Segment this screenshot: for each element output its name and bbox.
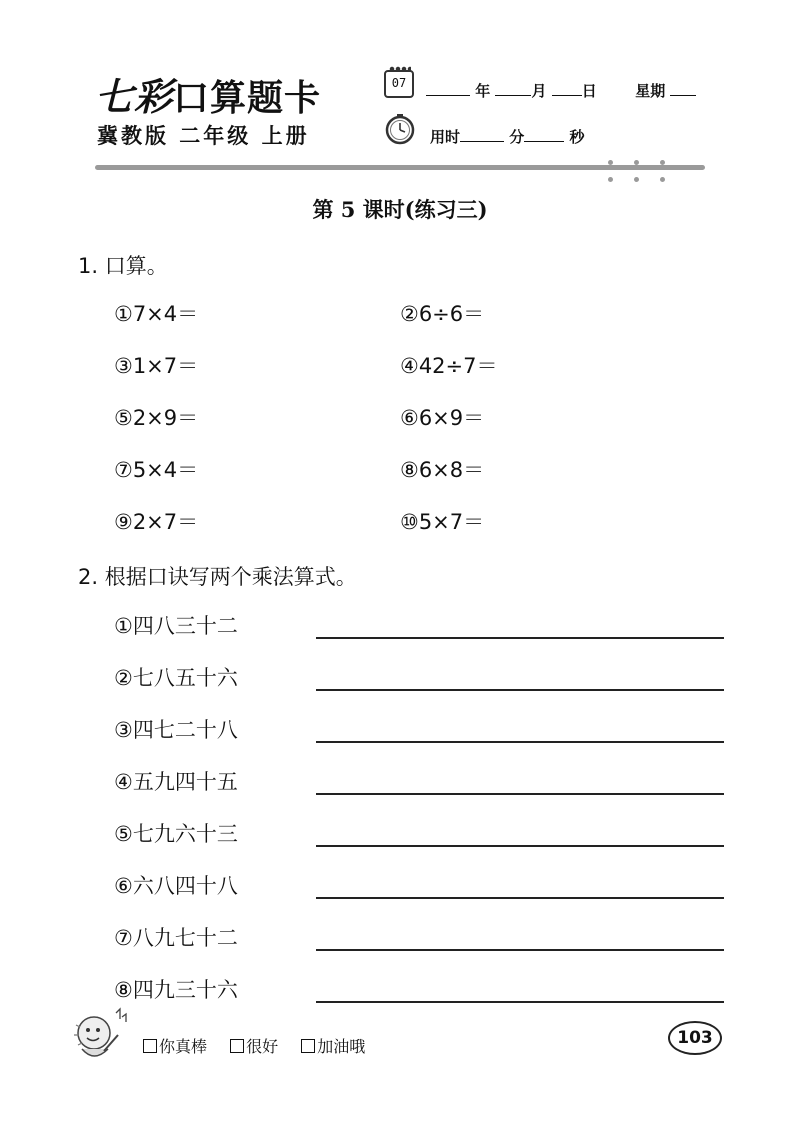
clock-icon (384, 113, 416, 145)
year-blank[interactable] (426, 81, 470, 96)
praise-keep-going[interactable]: 加油哦 (301, 1037, 365, 1056)
calc-problem: ⑨2×7＝ (114, 510, 199, 534)
brand-title (95, 66, 321, 121)
calc-problem: ③1×7＝ (114, 354, 199, 378)
calc-problem: ②6÷6＝ (400, 302, 485, 326)
rhyme-item: ①四八三十二 (114, 614, 238, 638)
divider-pin (660, 160, 665, 182)
section1-heading: 1. 口算。 (78, 254, 168, 278)
calc-problem: ⑦5×4＝ (114, 458, 199, 482)
seconds-label: 秒 (569, 128, 585, 146)
calc-problem: ⑧6×8＝ (400, 458, 485, 482)
answer-line[interactable] (316, 637, 724, 639)
divider-pin (608, 160, 613, 182)
praise-good[interactable]: 很好 (230, 1037, 278, 1056)
rhyme-item: ⑧四九三十六 (114, 978, 238, 1002)
month-label: 月 (531, 82, 547, 100)
calc-problem: ⑤2×9＝ (114, 406, 199, 430)
time-used-label: 用时 (430, 128, 461, 146)
header-divider (95, 165, 705, 170)
checkbox-icon[interactable] (301, 1039, 315, 1053)
weekday-blank[interactable] (670, 81, 696, 96)
year-label: 年 (475, 82, 491, 100)
day-label: 日 (581, 82, 597, 100)
divider-pin (634, 160, 639, 182)
praise-options (143, 1034, 383, 1057)
weekday-label: 星期 (635, 82, 666, 100)
rhyme-item: ⑥六八四十八 (114, 874, 238, 898)
rhyme-item: ⑦八九七十二 (114, 926, 238, 950)
seconds-blank[interactable] (524, 127, 564, 142)
time-fill-line (430, 126, 585, 147)
day-blank[interactable] (552, 81, 582, 96)
brand-name: 口算题卡 (173, 77, 322, 119)
calendar-day: 07 (391, 76, 407, 90)
month-blank[interactable] (495, 81, 531, 96)
rhyme-item: ⑤七九六十三 (114, 822, 238, 846)
minutes-blank[interactable] (460, 127, 504, 142)
rhyme-item: ③四七二十八 (114, 718, 238, 742)
minutes-label: 分 (509, 128, 525, 146)
answer-line[interactable] (316, 949, 724, 951)
brand-seven: 七彩 (95, 74, 174, 119)
rhyme-item: ②七八五十六 (114, 666, 238, 690)
calendar-icon (384, 70, 414, 98)
edition-label: 冀教版 二年级 上册 (97, 124, 310, 148)
lesson-title: 第 5 课时(练习三) (312, 197, 488, 222)
page-number: 103 (668, 1021, 722, 1055)
section2-heading: 2. 根据口诀写两个乘法算式。 (78, 565, 357, 589)
date-fill-line (426, 80, 696, 101)
calc-problem: ⑥6×9＝ (400, 406, 485, 430)
mascot-icon (68, 1005, 130, 1067)
answer-line[interactable] (316, 793, 724, 795)
answer-line[interactable] (316, 741, 724, 743)
rhyme-item: ④五九四十五 (114, 770, 238, 794)
answer-line[interactable] (316, 1001, 724, 1003)
checkbox-icon[interactable] (143, 1039, 157, 1053)
calc-problem: ⑩5×7＝ (400, 510, 485, 534)
answer-line[interactable] (316, 845, 724, 847)
calc-problem: ④42÷7＝ (400, 354, 498, 378)
checkbox-icon[interactable] (230, 1039, 244, 1053)
calc-problem: ①7×4＝ (114, 302, 199, 326)
answer-line[interactable] (316, 689, 724, 691)
answer-line[interactable] (316, 897, 724, 899)
praise-great[interactable]: 你真棒 (143, 1037, 207, 1056)
